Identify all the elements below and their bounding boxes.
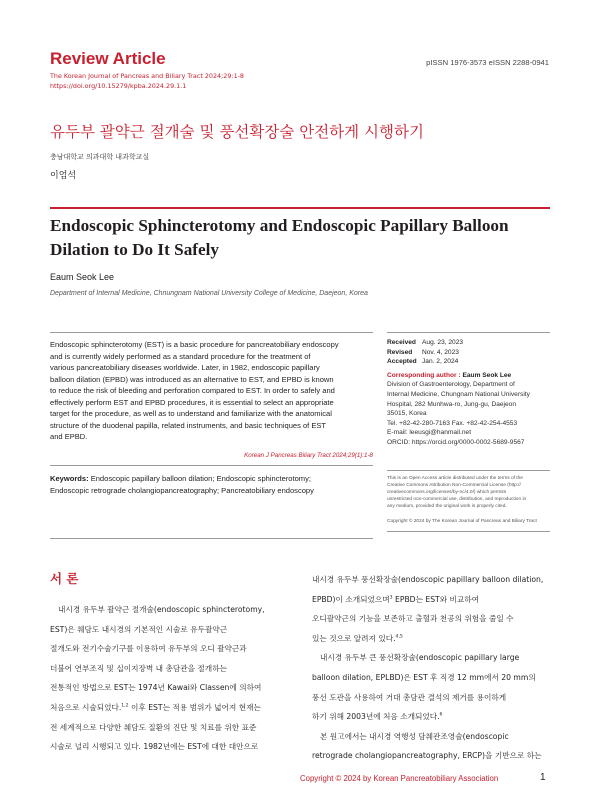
reference-superscript[interactable]: 6 — [439, 712, 443, 718]
footer-copyright: Copyright © 2024 by Korean Pancreatobiliary Association — [300, 774, 499, 783]
body-line: 오디괄약근의 기능을 보존하고 출혈과 천공의 위험을 줄일 수 — [312, 614, 514, 624]
journal-citation-header — [50, 71, 244, 91]
body-line: 처음으로 시술되었다.$^{1,2}$ 이후 EST는 적용 범위가 넓어져 현재는 — [50, 702, 261, 712]
body-line: EST)은 췌담도 내시경의 기본적인 시술로 유두괄약근 — [50, 624, 228, 634]
title-english-line: Dilation to Do It Safely — [50, 240, 220, 259]
affiliation-english: Department of Internal Medicine, Chnungnam National University College of Medicine, Daejeon, Korea — [50, 290, 368, 297]
abstract-line: to reduce the risk of bleeding and perforation compared to EST. In order to safely and — [50, 386, 335, 395]
doi-link[interactable]: https://doi.org/10.15279/kpba.2024.29.1.1 — [50, 82, 187, 90]
corresponding-author-heading: Corresponding author : Eaum Seok Lee — [387, 371, 512, 379]
body-column-left — [50, 600, 290, 757]
orcid-link[interactable]: ORCID: https://orcid.org/0000-0002-5689-9567 — [387, 438, 525, 446]
abstract-top-rule — [50, 332, 373, 333]
keywords — [50, 473, 373, 496]
sidebar-mid-rule — [387, 470, 550, 471]
reference-superscript[interactable]: 3 — [389, 595, 393, 601]
author-korean: 이엄석 — [50, 171, 77, 181]
date-revised: Revised Nov. 4, 2023 — [387, 348, 459, 356]
body-line: balloon dilation, EPLBD)은 EST 후 직경 12 mm에서 20 mm의 — [312, 672, 536, 682]
abstract-line: Endoscopic sphincterotomy (EST) is a basic procedure for pancreatobiliary endoscopy — [50, 340, 339, 349]
page-number: 1 — [540, 772, 546, 783]
body-line: 전 세계적으로 다양한 췌담도 질환의 진단 및 치료를 위한 표준 — [50, 722, 257, 732]
open-access-notice: This is an Open Access article distributed under the terms of the Creative Commons Attribution Non-Commercial License (http:// creativecommons.org/licenses/by-nc/4.0/) which permits unrestricted non-commercial use, distribution, and reproduction in any medium, provided the original work is properly cited. — [387, 476, 527, 509]
author-english: Eaum Seok Lee — [50, 272, 115, 282]
keywords-bottom-rule — [50, 538, 373, 539]
title-divider — [50, 207, 550, 209]
sidebar-top-rule — [387, 332, 550, 333]
abstract-line: and is currently widely performed as a standard procedure for the treatment of — [50, 351, 311, 361]
abstract — [50, 339, 373, 443]
abstract-line: target for the procedure, as well as to understand and familiarize with the anatomical — [50, 409, 332, 418]
body-line: 있는 것으로 알려져 있다.$^{4,5}$ — [312, 633, 403, 643]
body-line: 절개도와 전기수술기구를 이용하여 유두부의 오디 괄약근과 — [50, 644, 247, 654]
keywords-text: Endoscopic papillary balloon dilation; Endoscopic sphincterotomy; — [90, 474, 311, 483]
body-line: EPBD)이 소개되었으며$^3$ EPBD는 EST와 비교하여 — [312, 594, 480, 604]
abstract-line: balloon dilation (EPBD) was introduced as an alternative to EST, and EPBD is known — [50, 374, 334, 384]
abstract-bottom-rule — [50, 465, 373, 466]
article-info-sidebar — [387, 338, 557, 448]
body-line: retrograde cholangiopancreatography, ERCP)을 기반으로 하는 — [312, 751, 542, 761]
abstract-line: structure of the duodenal papilla, related instruments, and basic techniques of EST — [50, 420, 327, 430]
keywords-text: Endoscopic retrograde cholangiopancreatography; Pancreatobiliary endoscopy — [50, 485, 314, 495]
date-received: Received Aug. 23, 2023 — [387, 339, 464, 346]
journal-line: The Korean Journal of Pancreas and Biliary Tract 2024;29:1-8 — [50, 72, 245, 80]
body-line: 하기 위해 2003년에 처음 소개되었다.$^6$ — [312, 712, 443, 722]
reference-superscript[interactable]: 1,2 — [121, 703, 129, 709]
title-korean: 유두부 괄약근 절개술 및 풍선확장술 안전하게 시행하기 — [50, 123, 424, 141]
title-english-line: Endoscopic Sphincterotomy and Endoscopic Papillary Balloon — [50, 216, 509, 235]
journal-copyright: Copyright © 2024 by The Korean Journal of Pancreas and Biliary Tract — [387, 519, 537, 524]
body-line: 풍선 도관을 사용하여 거대 총담관 결석의 제거를 용이하게 — [312, 692, 507, 702]
article-citation: Korean J Pancreas Biliary Tract 2024;29(1):1-8 — [244, 452, 373, 459]
reference-superscript[interactable]: 4,5 — [395, 634, 403, 640]
sidebar-bottom-rule — [387, 531, 550, 532]
body-line: 시술로 널리 시행되고 있다. 1982년에는 EST에 대한 대안으로 — [50, 742, 259, 752]
title-english — [50, 214, 560, 262]
body-column-right — [312, 570, 552, 766]
abstract-line: effectively perform EST and EPBD procedures, it is essential to select an appropriate — [50, 397, 334, 407]
body-line: 내시경 유두부 큰 풍선확장술(endoscopic papillary large — [320, 653, 520, 663]
body-line: 본 원고에서는 내시경 역행성 담췌관조영술(endoscopic — [320, 731, 509, 741]
abstract-line: and EPBD. — [50, 432, 88, 441]
email-link[interactable]: E-mail: leeusgi@hanmail.net — [387, 429, 472, 437]
issn: pISSN 1976-3573 eISSN 2288-0941 — [426, 58, 549, 67]
body-line: 내시경 유두부 풍선확장술(endoscopic papillary balloon dilation, — [312, 575, 544, 584]
body-line: 더불어 연부조직 및 십이지장벽 내 총담관을 절개하는 — [50, 663, 227, 673]
date-accepted: Accepted Jan. 2, 2024 — [387, 358, 459, 366]
corresponding-author-address: Division of Gastroenterology, Department of Internal Medicine, Chungnam National University Hospital, 282 Munhwa-ro, Jung-gu, Daejeon 35015, Korea Tel. +82-42-280-7163 Fax. +82-42-254-4553 E-mail: leeusgi@hanmail.net ORCID: https://orcid.org/0000-0002-5689-9567 — [387, 380, 557, 447]
body-line: 전통적인 방법으로 EST는 1974년 Kawai와 Classen에 의하여 — [50, 683, 262, 693]
abstract-line: various pancreatobiliary diseases worldwide. Later, in 1982, endoscopic papillary — [50, 363, 320, 372]
keywords-label: Keywords: — [50, 474, 89, 483]
section-heading-introduction: 서 론 — [50, 571, 79, 586]
article-type: Review Article — [50, 49, 166, 68]
affiliation-korean: 충남대학교 의과대학 내과학교실 — [50, 153, 150, 161]
body-line: 내시경 유두부 괄약근 절개술(endoscopic sphincterotomy, — [58, 605, 265, 614]
